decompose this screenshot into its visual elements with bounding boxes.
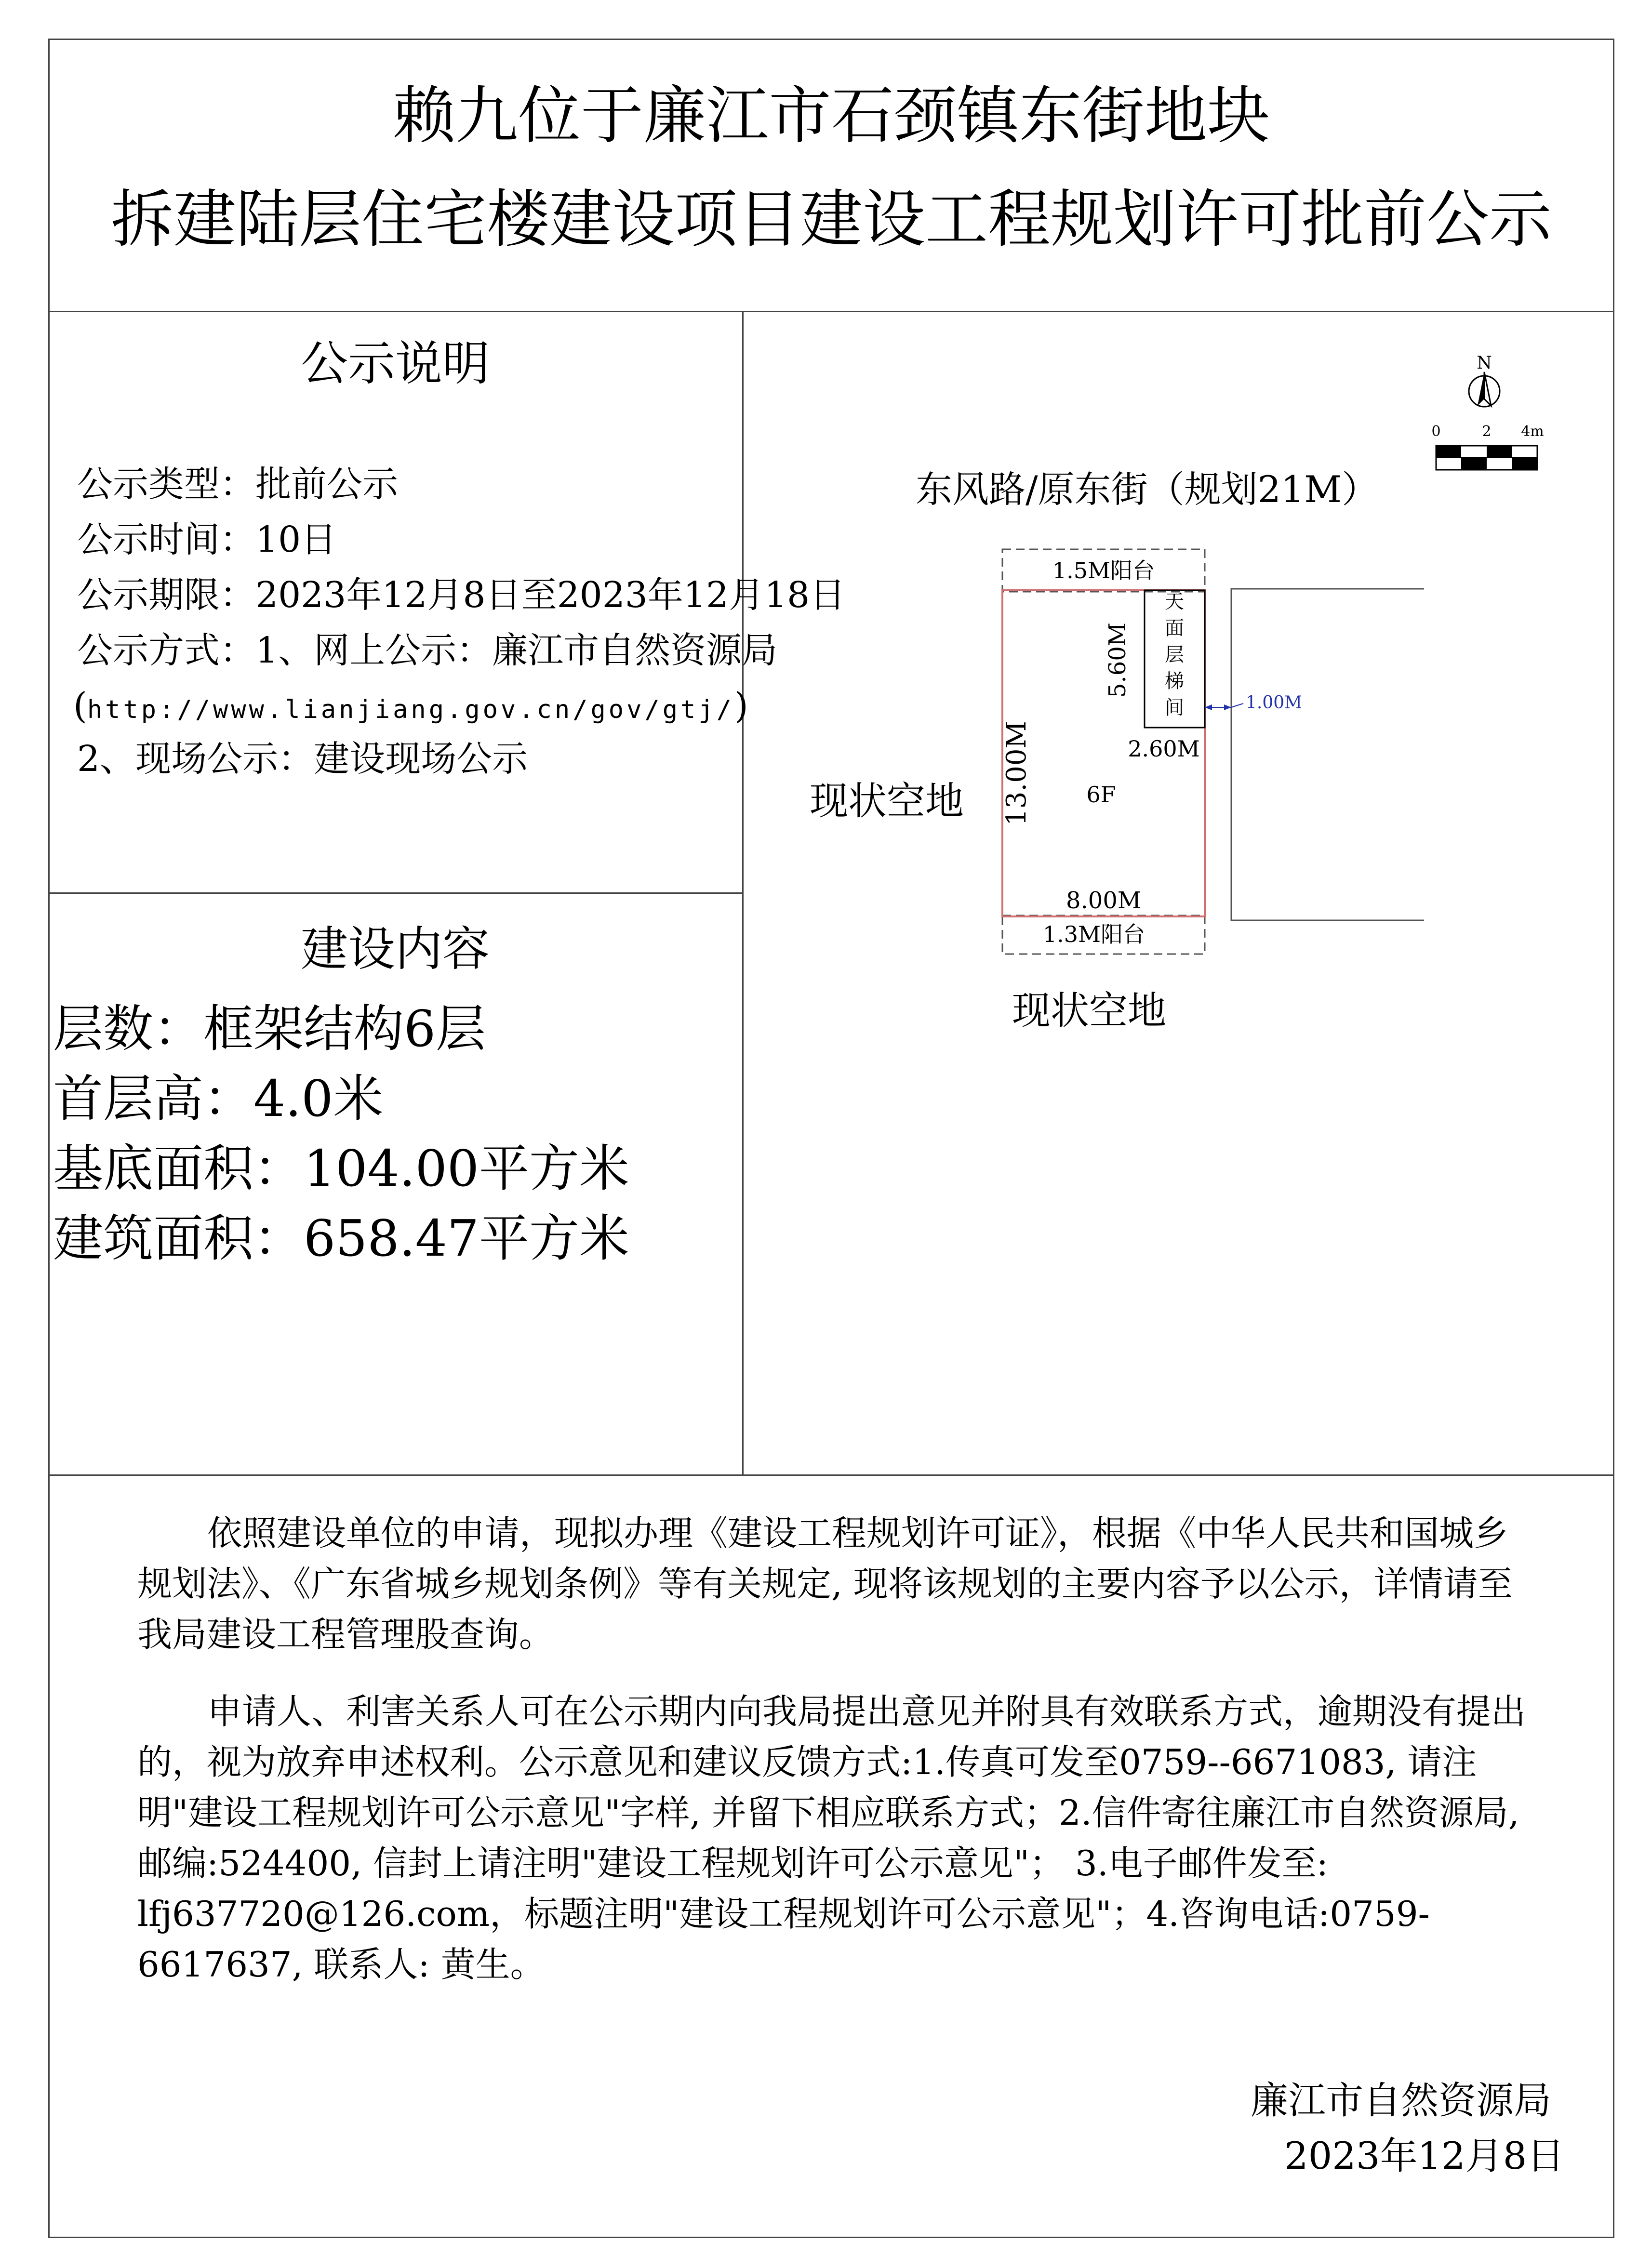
scale-label-2: 2: [1482, 423, 1492, 440]
content-floors: 层数：框架结构6层: [53, 999, 486, 1058]
stair-char-3: 层: [1165, 644, 1184, 666]
dim-width: 8.00M: [1066, 887, 1142, 914]
stair-char-4: 梯: [1165, 670, 1184, 692]
notice-duration: 公示时间：10日: [77, 519, 337, 560]
url-close-paren: ): [734, 685, 748, 727]
adjacent-building: [1231, 589, 1424, 920]
notice-method-online: 公示方式：1、网上公示：廉江市自然资源局: [77, 630, 778, 671]
signoff-date: 2023年12月8日: [1284, 2135, 1565, 2178]
title-line-2: 拆建陆层住宅楼建设项目建设工程规划许可批前公示: [110, 183, 1552, 256]
notice-type: 公示类型：批前公示: [77, 464, 398, 505]
notice-url[interactable]: http://www.lianjiang.gov.cn/gov/gtj/: [87, 695, 734, 724]
body-paragraph-2: 申请人、利害关系人可在公示期内向我局提出意见并附具有效联系方式，逾期没有提出的，视为放弃申述权利。公示意见和建议反馈方式:1.传真可发至0759--6671083, 请注明"建设工程规划许可公示意见"字样, 并留下相应联系方式；2.信件寄往廉江市自然资源局, 邮编:524400, 信封上请注明"建设工程规划许可公示意见"； 3.电子邮件发至: lfj637720@126.com，标题注明"建设工程规划许可公示意见"；4.咨询电话:0759-6617637, 联系人: 黄生。: [137, 1691, 1526, 1985]
notice-heading: 公示说明: [300, 336, 490, 391]
vacant-lot-south: 现状空地: [1012, 988, 1166, 1033]
notice-method-onsite: 2、现场公示：建设现场公示: [77, 738, 528, 780]
balcony-north-label: 1.5M阳台: [1052, 557, 1155, 584]
url-open-paren: (: [73, 685, 87, 727]
road-label: 东风路/原东街（规划21M）: [916, 468, 1379, 511]
notice-period: 公示期限：2023年12月8日至2023年12月18日: [77, 574, 846, 616]
floors-label: 6F: [1086, 782, 1116, 808]
content-first-floor-height: 首层高：4.0米: [53, 1069, 384, 1128]
signoff-org: 廉江市自然资源局: [1251, 2079, 1552, 2122]
stair-char-2: 面: [1165, 617, 1184, 639]
dim-stair-width: 2.60M: [1128, 736, 1200, 762]
dim-length: 13.00M: [1001, 721, 1032, 826]
dim-stair-height: 5.60M: [1104, 622, 1131, 698]
north-arrow-icon: [1469, 353, 1500, 407]
north-label: N: [1477, 353, 1492, 373]
body-paragraph-1: 依照建设单位的申请，现拟办理《建设工程规划许可证》，根据《中华人民共和国城乡规划法》、《广东省城乡规划条例》等有关规定, 现将该规划的主要内容予以公示，详情请至我局建设工程管理股查询。: [137, 1513, 1513, 1655]
content-heading: 建设内容: [300, 922, 490, 977]
scale-label-4m: 4m: [1521, 423, 1544, 440]
stair-char-1: 天: [1165, 591, 1184, 613]
vacant-lot-west: 现状空地: [810, 779, 964, 823]
setback-leader: [1231, 703, 1243, 707]
content-base-area: 基底面积：104.00平方米: [53, 1139, 629, 1198]
setback-arrow-right: [1224, 704, 1231, 710]
dim-setback: 1.00M: [1246, 693, 1303, 713]
setback-arrow-left: [1205, 704, 1212, 710]
scale-label-0: 0: [1431, 423, 1441, 440]
stair-char-5: 间: [1165, 697, 1184, 719]
divider-body: [48, 1474, 1614, 1476]
balcony-south-label: 1.3M阳台: [1042, 921, 1145, 947]
content-building-area: 建筑面积：658.47平方米: [53, 1209, 629, 1268]
title-line-1: 赖九位于廉江市石颈镇东街地块: [392, 79, 1270, 152]
scale-bar: [1431, 423, 1544, 470]
